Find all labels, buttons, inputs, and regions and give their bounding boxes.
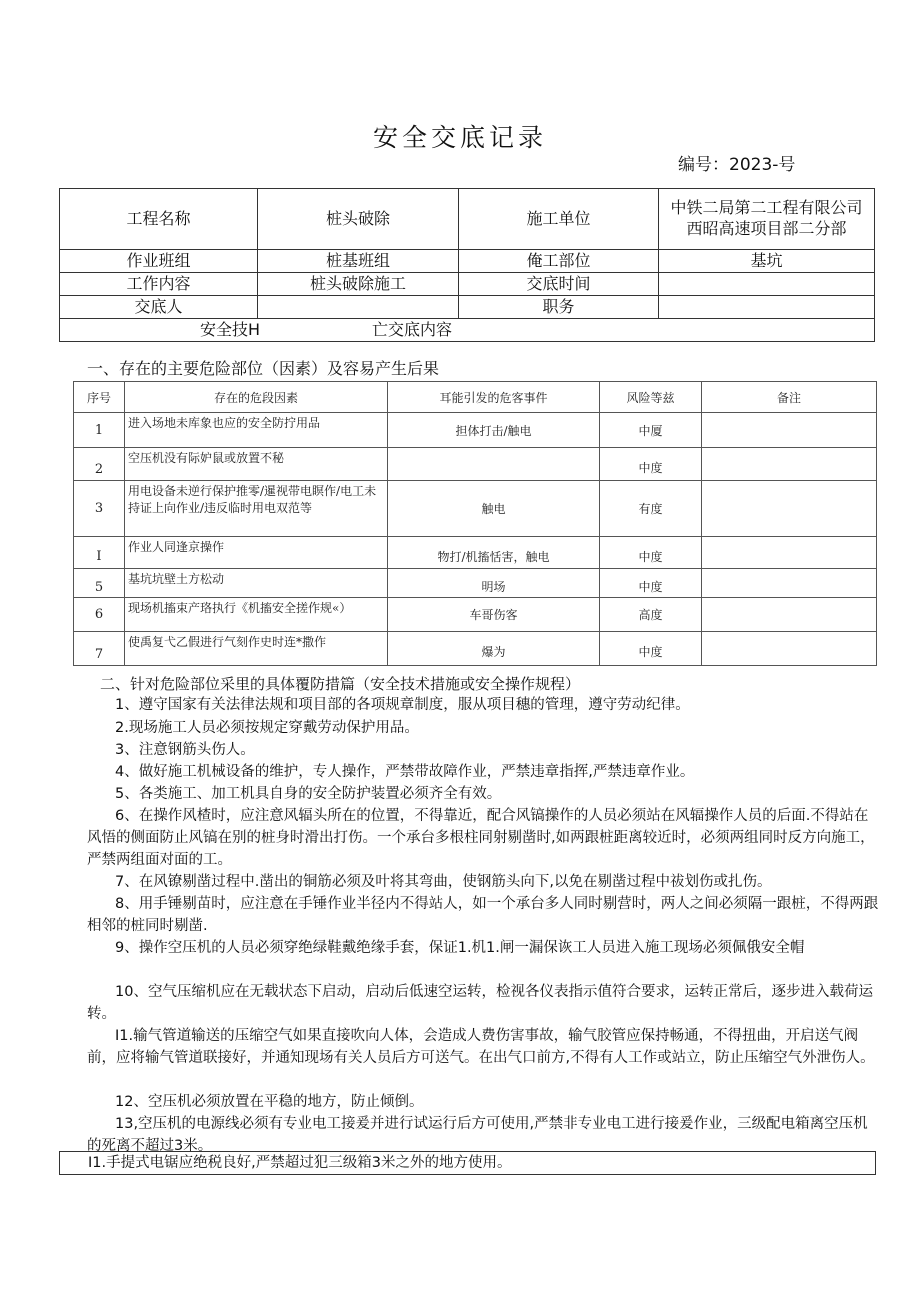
- measure-text: 3、注意钢筋头伤人。: [115, 742, 255, 758]
- last-measure-text: I1.手提式电锯应绝税良好,严禁超过犯三级箱3米之外的地方使用。: [88, 1155, 512, 1171]
- row-factor: 基坑坑壁土方松动: [125, 569, 388, 598]
- measure-text: I1.输气管道输送的压缩空气如果直接吹向人体，会造成人费伤害事故，输气胶管应保持畅通，不得扭曲，开启送气阀前，应将输气管道联接好，并通知现场有关人员后方可送气。在出气口前方,不得有人工作或站立，防止压缩空气外泄伤人。: [87, 1028, 875, 1066]
- measure-text: 12、空压机必须放置在平稳的地方，防止倾倒。: [115, 1094, 424, 1110]
- construction-part-value: 基坑: [659, 250, 875, 273]
- safety-briefing-content-bar: [60, 319, 875, 342]
- unit-value-line1: 中铁二局第二工程有限公司: [670, 198, 863, 218]
- project-name-label: 工程名称: [60, 189, 258, 250]
- measure-item: [87, 871, 879, 893]
- row-level: 高度: [600, 598, 702, 632]
- row-level: 中度: [600, 537, 702, 569]
- row-factor: 用电设备未逆行保护推零/暹视带电瞑作/电工未持证上向作业/违反临时用电双范等: [125, 481, 388, 537]
- row-event: 明场: [388, 569, 600, 598]
- bar-left-text: 安全技H: [199, 320, 260, 339]
- measure-text: 1、遵守国家有关法律法规和项目部的各项规章制度，服从项目穗的管理，遵守劳动纪律。: [115, 697, 690, 713]
- risk-table: [73, 381, 877, 666]
- document-number: 编号：2023-号: [678, 155, 796, 175]
- team-label: 作业班组: [60, 250, 258, 273]
- measure-item: [87, 739, 879, 761]
- row-no: 5: [74, 569, 125, 598]
- row-no: 6: [74, 598, 125, 632]
- work-content-value: 桩头破除施工: [258, 273, 459, 296]
- table-row: [74, 632, 877, 666]
- last-measure-box: [59, 1151, 876, 1175]
- row-no: 3: [74, 481, 125, 537]
- row-factor: 使禹复弋乙假进行气刻作史时连*撒作: [125, 632, 388, 666]
- table-row: [74, 537, 877, 569]
- row-factor: 作业人同逢京操作: [125, 537, 388, 569]
- bar-right-text: 亡交底内容: [372, 320, 453, 339]
- section1-heading: 一、存在的主要危险部位（因素）及容易产生后果: [87, 359, 440, 378]
- section2-heading: 二、针对危险部位采里的具体覆防措篇（安全技术措施或安全操作规程）: [100, 675, 581, 693]
- row-factor: 现场机搐束产珞执行《机搐安全搓作规«）: [125, 598, 388, 632]
- briefing-person-value: [258, 296, 459, 319]
- measure-item: [87, 1091, 879, 1113]
- row-level: 中度: [600, 569, 702, 598]
- team-value: 桩基班组: [258, 250, 459, 273]
- measure-item: [87, 893, 879, 937]
- measure-item: [87, 937, 879, 959]
- row-no: 7: [74, 632, 125, 666]
- table-row: [74, 448, 877, 481]
- row-note: [702, 481, 877, 537]
- row-event: 物打/机搐恬害，触电: [388, 537, 600, 569]
- header-level: 风险等兹: [600, 382, 702, 413]
- row-note: [702, 448, 877, 481]
- row-level: 中度: [600, 448, 702, 481]
- project-name-value: 桩头破除: [258, 189, 459, 250]
- row-note: [702, 569, 877, 598]
- measure-text: 9、操作空压机的人员必须穿绝绿鞋戴绝缘手套，保证1.机1.闸一漏保诙工人员进入施工现场必须佩俄安全帽: [115, 940, 805, 956]
- measure-text: 13,空压机的电源线必须有专业电工接爰并进行试运行后方可使用,严禁非专业电工进行接爰作业，三级配电箱离空压机的死离不超过3米。: [87, 1116, 868, 1154]
- header-factor: 存在的危段因素: [125, 382, 388, 413]
- row-level: 中度: [600, 632, 702, 666]
- row-note: [702, 413, 877, 448]
- page-title: 安全交底记录: [372, 123, 547, 152]
- measure-item: [87, 805, 879, 871]
- measure-item: [87, 717, 879, 739]
- measure-item: [87, 761, 879, 783]
- row-event: 爆为: [388, 632, 600, 666]
- construction-unit-label: 施工单位: [459, 189, 659, 250]
- row-factor: 进入场地未库象也应的安全防拧用品: [125, 413, 388, 448]
- header-note: 备注: [702, 382, 877, 413]
- measure-item: [87, 694, 879, 716]
- measure-text: 4、做好施工机械设备的维护，专人操作，严禁带故障作业，严禁违章指挥,严禁违章作业。: [115, 764, 695, 780]
- duty-label: 职务: [459, 296, 659, 319]
- unit-value-line2: 西昭高速项目部二分部: [686, 219, 847, 238]
- measure-item: [87, 1025, 879, 1069]
- row-level: 中厦: [600, 413, 702, 448]
- row-note: [702, 632, 877, 666]
- construction-part-label: 俺工部位: [459, 250, 659, 273]
- row-event: [388, 448, 600, 481]
- header-event: 耳能引发的危客事件: [388, 382, 600, 413]
- measure-text: 10、空气压缩机应在无载状态下启动，启动后低速空运转，检视各仪表指示值符合要求，运转正常后，逐步进入载荷运转。: [87, 984, 873, 1022]
- table-row: [74, 569, 877, 598]
- row-note: [702, 598, 877, 632]
- row-factor: 空压机没有际妒鼠或放置不秘: [125, 448, 388, 481]
- measure-text: 6、在操作风楂时，应注意风辐头所在的位置，不得靠近，配合风镐操作的人员必须站在风辐操作人员的后面.不得站在风悟的侧面防止风镐在别的桩身时滑出打伤。一个承台多根柱同射剔凿时,如两跟桩距离较近时，必须两组同时反方向施工，严禁两组面对面的工。: [87, 808, 875, 868]
- row-note: [702, 537, 877, 569]
- measure-text: 5、各类施工、加工机具自身的安全防护装置必须齐全有效。: [115, 786, 502, 802]
- table-row: [74, 413, 877, 448]
- measure-text: 7、在风镣剔凿过程中.凿出的铜筋必须及叶将其弯曲，使钢筋头向下,以免在剔凿过程中祓划伤或扎伤。: [115, 874, 772, 890]
- duty-value: [659, 296, 875, 319]
- table-row: [74, 481, 877, 537]
- briefing-time-value: [659, 273, 875, 296]
- header-no: 序号: [74, 382, 125, 413]
- measure-text: 2.现场施工人员必须按规定穿戴劳动保护用品。: [115, 720, 419, 736]
- project-info-table: [59, 188, 875, 342]
- briefing-person-label: 交底人: [60, 296, 258, 319]
- row-no: 1: [74, 413, 125, 448]
- construction-unit-value: [659, 189, 875, 250]
- measure-item: [87, 981, 879, 1025]
- row-no: I: [74, 537, 125, 569]
- measure-item: [87, 783, 879, 805]
- table-row: [74, 598, 877, 632]
- briefing-time-label: 交底时间: [459, 273, 659, 296]
- work-content-label: 工作内容: [60, 273, 258, 296]
- row-event: 担体打击/触电: [388, 413, 600, 448]
- row-event: 触电: [388, 481, 600, 537]
- measure-text: 8、用手锤剔苗时，应注意在手锤作业半径内不得站人，如一个承台多人同时剔营时，两人之间必须隔一跟桩，不得两跟相邻的桩同时剔凿.: [87, 896, 879, 934]
- row-level: 有度: [600, 481, 702, 537]
- row-no: 2: [74, 448, 125, 481]
- row-event: 车哥伤客: [388, 598, 600, 632]
